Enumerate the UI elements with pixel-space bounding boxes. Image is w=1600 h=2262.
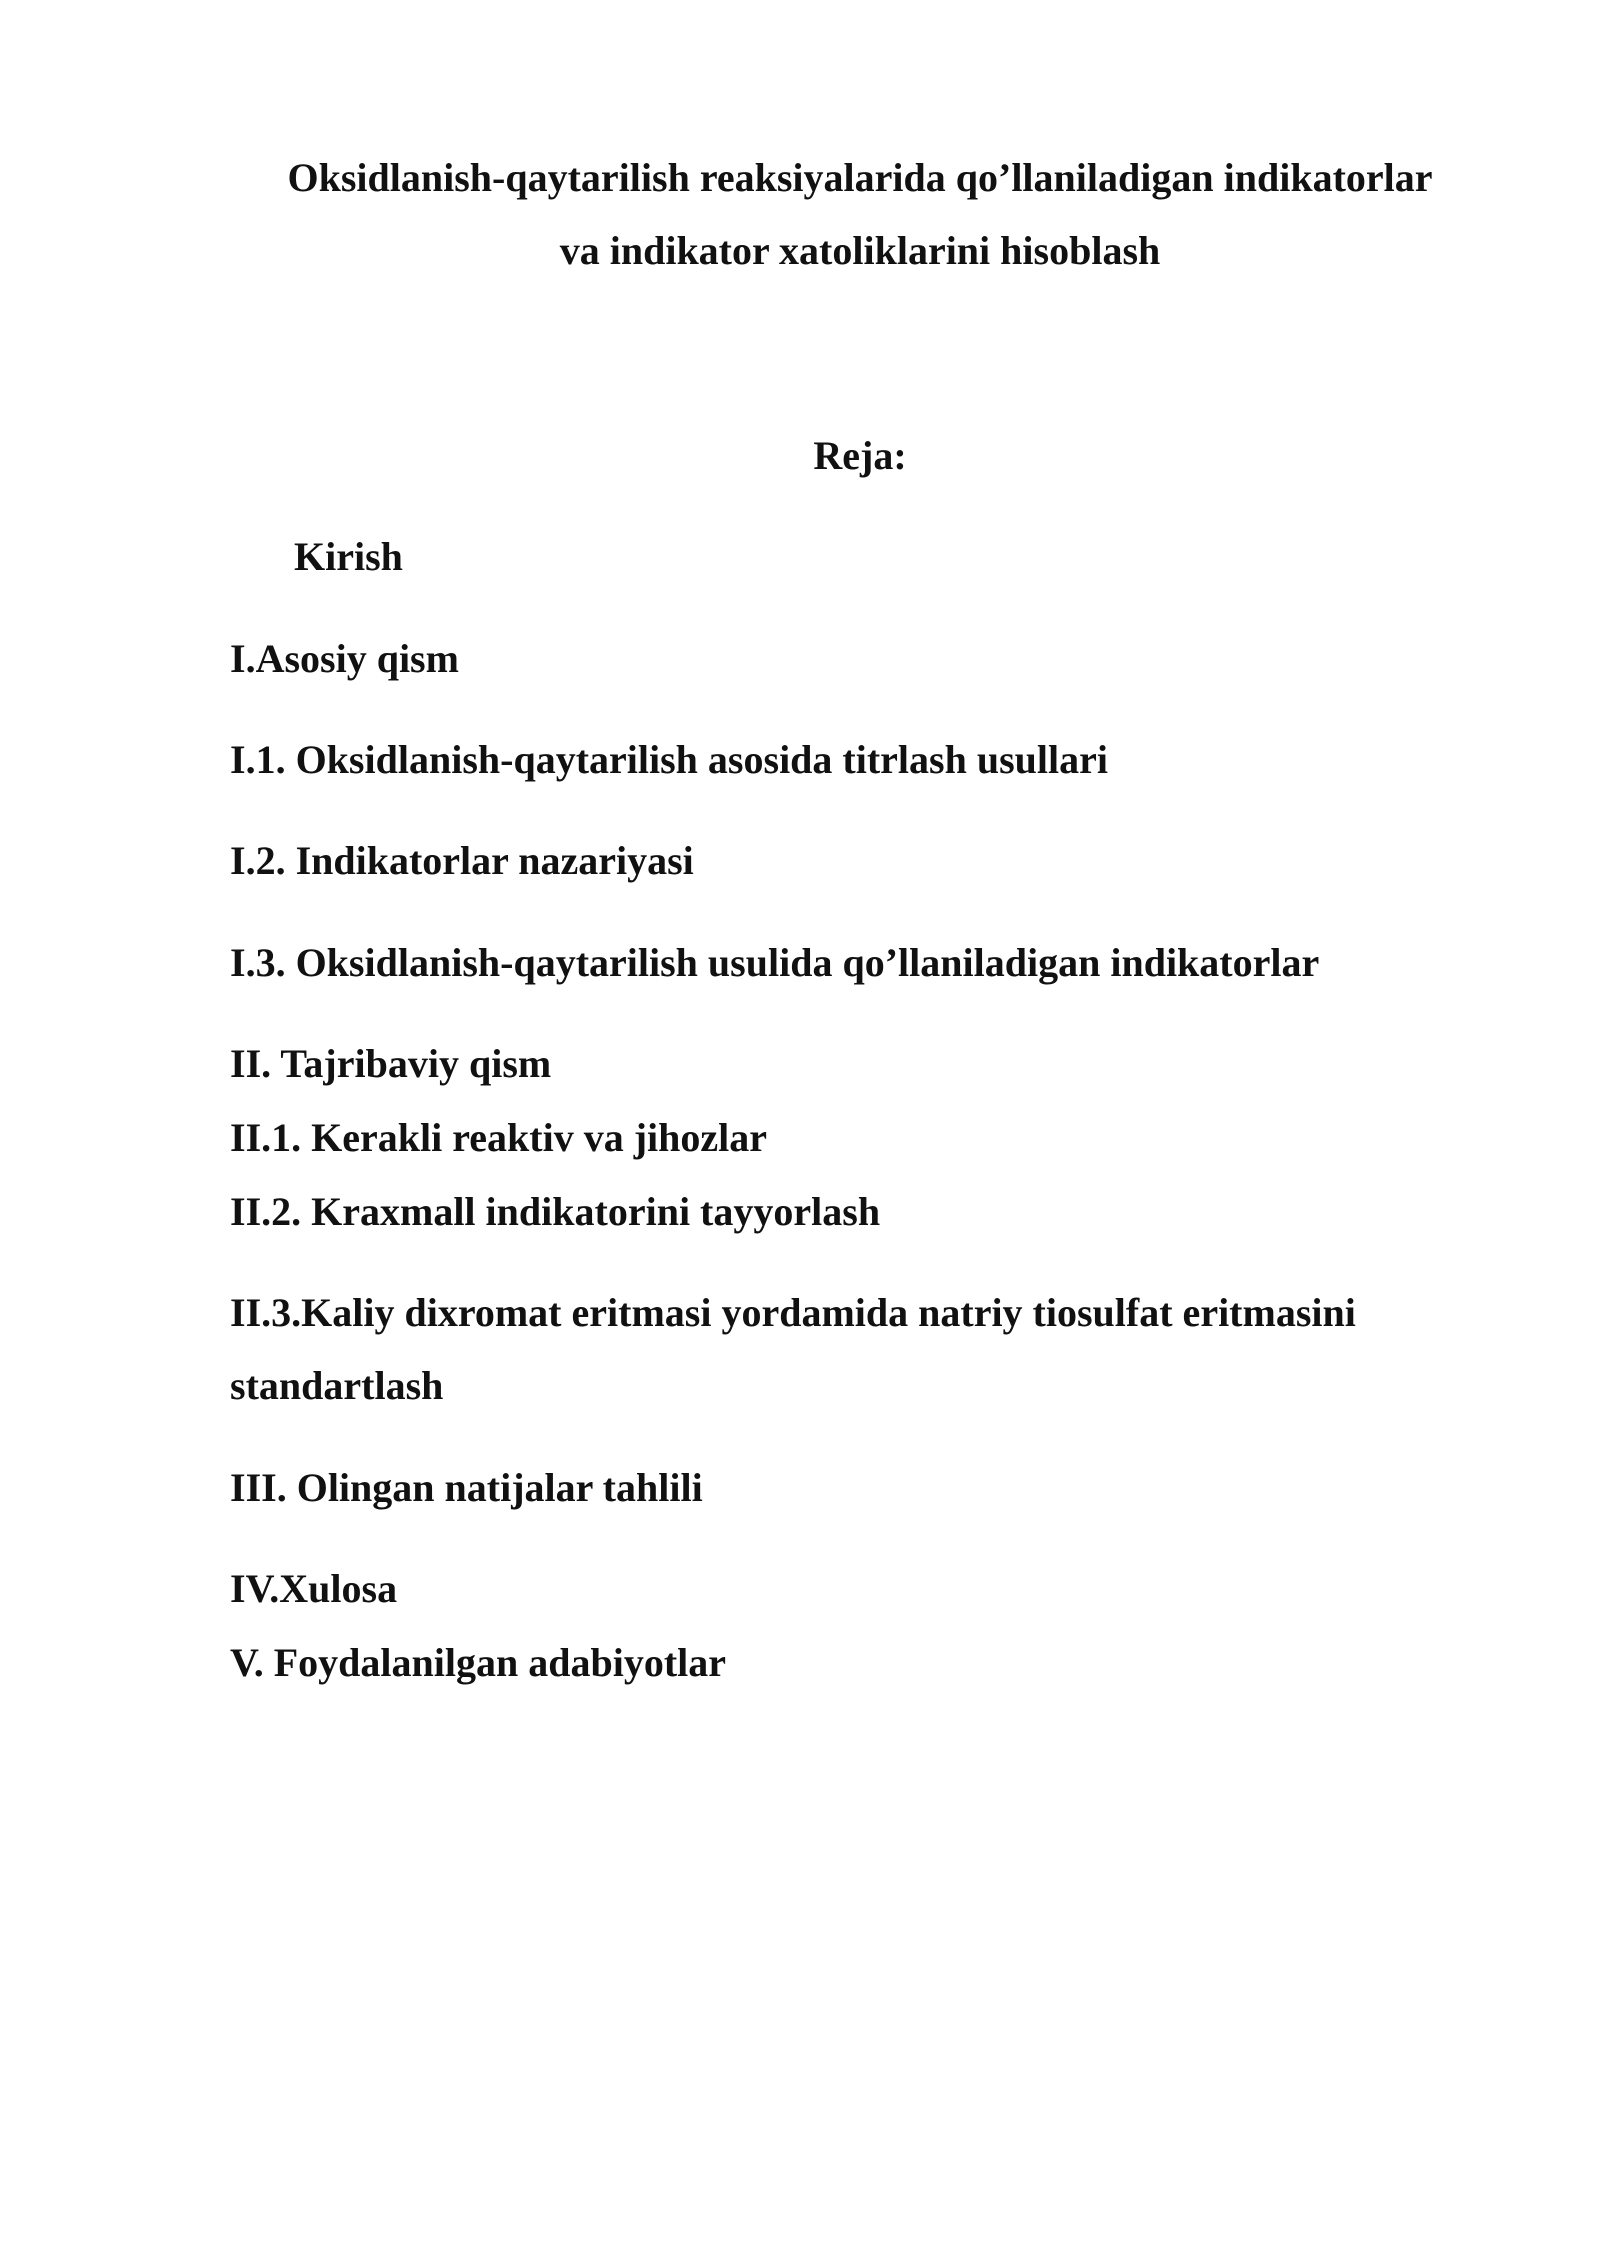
document-title-line-1: Oksidlanish-qaytarilish reaksiyalarida qo’llaniladigan indikatorlar	[287, 155, 1433, 200]
plan-item-experimental-part: II. Tajribaviy qism	[230, 1041, 552, 1086]
plan-item-1-3: I.3. Oksidlanish-qaytarilish usulida qo’llaniladigan indikatorlar	[230, 940, 1320, 985]
plan-item-1-1: I.1. Oksidlanish-qaytarilish asosida titrlash usullari	[230, 737, 1109, 782]
plan-heading	[0, 432, 1600, 480]
document-title-line-2: va indikator xatoliklarini hisoblash	[559, 228, 1161, 273]
plan-item-2-2: II.2. Kraxmall indikatorini tayyorlash	[230, 1189, 881, 1234]
plan-item-conclusion: IV.Xulosa	[230, 1566, 398, 1611]
plan-item-results-analysis: III. Olingan natijalar tahlili	[230, 1465, 703, 1510]
plan-item-2-3: II.3.Kaliy dixromat eritmasi yordamida natriy tiosulfat eritmasini	[230, 1290, 1356, 1335]
plan-item-1-2: I.2. Indikatorlar nazariyasi	[230, 838, 694, 883]
plan-item-main-part: I.Asosiy qism	[230, 636, 459, 681]
plan-item-references: V. Foydalanilgan adabiyotlar	[230, 1640, 727, 1685]
plan-item-2-3-continued: standartlash	[230, 1363, 444, 1408]
plan-item-2-1: II.1. Kerakli reaktiv va jihozlar	[230, 1115, 767, 1160]
plan-item-introduction: Kirish	[294, 534, 403, 579]
plan-heading-text: Reja:	[813, 433, 907, 478]
